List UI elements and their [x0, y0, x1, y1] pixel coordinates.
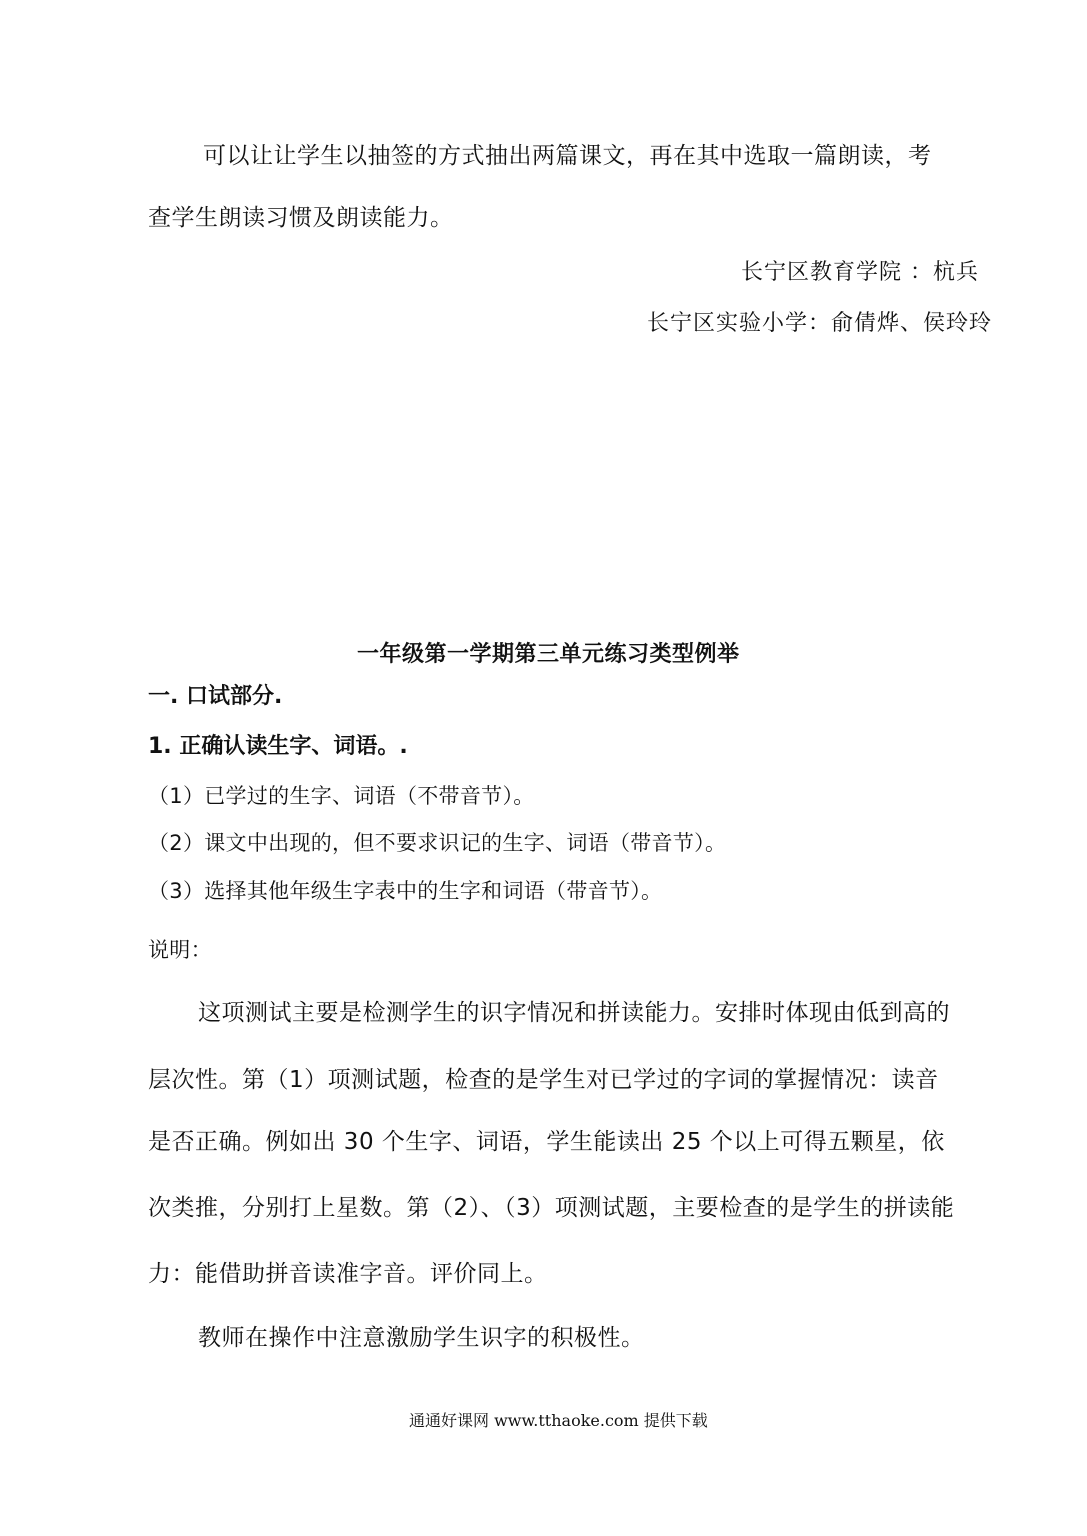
paragraph-line: 是否正确。例如出 30 个生字、词语，学生能读出 25 个以上可得五颗星，依 — [148, 1129, 945, 1155]
section-title: 一年级第一学期第三单元练习类型例举 — [357, 642, 740, 667]
closing-line: 教师在操作中注意激励学生识字的积极性。 — [198, 1325, 645, 1351]
list-item: （1）已学过的生字、词语（不带音节）。 — [148, 784, 535, 808]
intro-line-2: 查学生朗读习惯及朗读能力。 — [148, 205, 454, 231]
signature-school: 长宁区实验小学：俞倩烨、侯玲玲 — [646, 311, 992, 336]
signature-institute: 长宁区教育学院 ：杭兵 — [741, 260, 979, 285]
paragraph-line: 次类推，分别打上星数。第（2）、（3）项测试题，主要检查的是学生的拼读能 — [148, 1195, 955, 1221]
paragraph-line: 层次性。第（1）项测试题，检查的是学生对已学过的字词的掌握情况：读音 — [148, 1067, 939, 1093]
list-item: （2）课文中出现的，但不要求识记的生字、词语（带音节）。 — [148, 831, 727, 855]
intro-line-1: 可以让让学生以抽签的方式抽出两篇课文，再在其中选取一篇朗读，考 — [203, 143, 932, 169]
list-item: （3）选择其他年级生字表中的生字和词语（带音节）。 — [148, 879, 663, 903]
paragraph-line: 力：能借助拼音读准字音。评价同上。 — [148, 1261, 548, 1287]
paragraph-line: 这项测试主要是检测学生的识字情况和拼读能力。安排时体现由低到高的 — [198, 1000, 950, 1026]
note-label: 说明： — [148, 938, 212, 962]
subheading: 1. 正确认读生字、词语。. — [148, 734, 408, 759]
footer-credit: 通通好课网 www.tthaoke.com 提供下载 — [409, 1411, 708, 1430]
part-heading: 一. 口试部分. — [148, 684, 283, 709]
